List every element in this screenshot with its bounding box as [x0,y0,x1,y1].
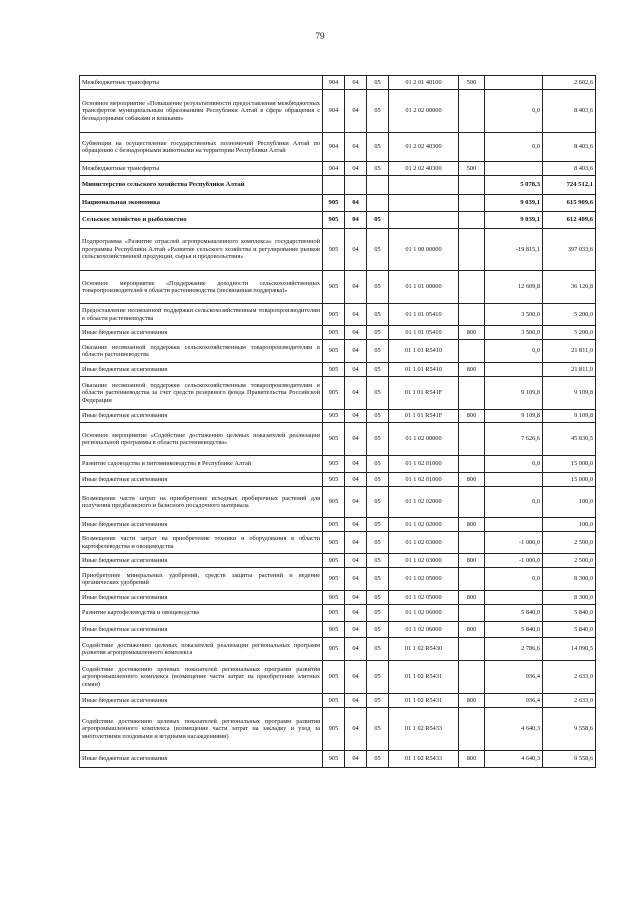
row-target-article-cell: 01 2 02 00000 [389,90,459,133]
row-target-article-cell: 01 1 02 R5431 [389,661,459,694]
row-name-cell: Основное мероприятие «Повышение результативности предоставления межбюджетных трансфертов муниципальным образованиям Республики Алтай в сфере обращения с безнадзорными собаками и кошками» [80,90,323,133]
row-section-cell: 04 [345,638,367,661]
budget-table-body [80,76,596,768]
row-total-amount-cell: 2 633,0 [543,694,596,708]
row-change-amount-cell: 9 109,8 [485,410,543,423]
row-subsection-cell: 05 [367,473,389,487]
row-name-cell: Иные бюджетные ассигнования [80,363,323,377]
row-expense-type-cell: 800 [459,363,485,377]
row-section-cell: 04 [345,195,367,212]
row-expense-type-cell [459,377,485,410]
row-ministry-code-cell: 905 [323,423,345,456]
row-ministry-code-cell: 905 [323,568,345,591]
row-target-article-cell: 01 2 01 40100 [389,76,459,90]
row-expense-type-cell [459,638,485,661]
table-row [80,518,596,532]
row-subsection-cell: 05 [367,591,389,605]
row-expense-type-cell [459,340,485,363]
row-name-cell: Иные бюджетные ассигнования [80,591,323,605]
row-total-amount-cell: 2 500,0 [543,532,596,554]
table-row [80,76,596,90]
row-section-cell: 04 [345,518,367,532]
row-total-amount-cell: 14 090,5 [543,638,596,661]
row-target-article-cell: 01 1 02 R5430 [389,638,459,661]
row-total-amount-cell: 5 200,0 [543,326,596,340]
row-expense-type-cell: 800 [459,694,485,708]
row-target-article-cell: 01 1 01 R541F [389,410,459,423]
row-expense-type-cell: 800 [459,751,485,768]
row-ministry-code-cell: 905 [323,554,345,568]
row-ministry-code-cell: 904 [323,76,345,90]
row-target-article-cell: 01 1 02 06000 [389,605,459,622]
row-subsection-cell: 05 [367,326,389,340]
row-expense-type-cell: 500 [459,76,485,90]
table-row [80,622,596,638]
row-ministry-code-cell: 905 [323,532,345,554]
row-target-article-cell: 01 1 02 00000 [389,423,459,456]
row-total-amount-cell: 5 840,0 [543,622,596,638]
row-target-article-cell: 01 1 02 03000 [389,532,459,554]
row-name-cell: Основное мероприятие «Поддержание доходности сельскохозяйственных товаропроизводителей в области растениеводства (несвязанная поддержка)» [80,271,323,304]
row-target-article-cell: 01 2 02 40300 [389,133,459,162]
row-total-amount-cell: 615 909,6 [543,195,596,212]
row-name-cell: Развитие садоводства и питомниководства в Республике Алтай [80,456,323,473]
row-name-cell: Приобретение минеральных удобрений, средств защиты растений и ведение органических удобрений [80,568,323,591]
row-section-cell: 04 [345,708,367,751]
row-subsection-cell: 05 [367,708,389,751]
row-section-cell: 04 [345,532,367,554]
row-change-amount-cell: 7 626,6 [485,423,543,456]
row-expense-type-cell [459,605,485,622]
row-change-amount-cell: -1 000,0 [485,532,543,554]
row-expense-type-cell [459,133,485,162]
row-subsection-cell: 05 [367,694,389,708]
row-expense-type-cell: 800 [459,410,485,423]
row-target-article-cell: 01 1 02 05000 [389,568,459,591]
row-change-amount-cell: 936,4 [485,661,543,694]
row-change-amount-cell [485,591,543,605]
table-row [80,363,596,377]
row-ministry-code-cell: 904 [323,133,345,162]
row-ministry-code-cell: 905 [323,708,345,751]
row-section-cell: 04 [345,751,367,768]
row-subsection-cell: 05 [367,518,389,532]
row-change-amount-cell [485,518,543,532]
row-ministry-code-cell: 905 [323,518,345,532]
row-section-cell: 04 [345,363,367,377]
row-ministry-code-cell: 905 [323,473,345,487]
row-change-amount-cell: 0,0 [485,340,543,363]
row-ministry-code-cell: 905 [323,195,345,212]
row-name-cell: Содействие достижению целевых показателей реализации региональных программ развития агропромышленного комплекса [80,638,323,661]
row-ministry-code-cell: 905 [323,304,345,326]
row-change-amount-cell: 0,0 [485,133,543,162]
row-change-amount-cell: 9 109,8 [485,377,543,410]
row-name-cell: Межбюджетные трансферты [80,162,323,176]
table-row [80,473,596,487]
row-change-amount-cell: 0,0 [485,487,543,518]
row-expense-type-cell [459,176,485,195]
row-ministry-code-cell: 905 [323,661,345,694]
row-target-article-cell: 01 1 02 R5431 [389,694,459,708]
row-section-cell: 04 [345,90,367,133]
row-section-cell: 04 [345,473,367,487]
row-target-article-cell: 01 1 01 05410 [389,326,459,340]
row-name-cell: Оказание несвязанной поддержки сельскохозяйственным товаропроизводителям в области растениеводства [80,340,323,363]
row-section-cell: 04 [345,456,367,473]
row-name-cell: Иные бюджетные ассигнования [80,473,323,487]
row-total-amount-cell: 5 840,0 [543,605,596,622]
row-name-cell: Подпрограмма «Развитие отраслей агропромышленного комплекса» государственной программы Республики Алтай «Развитие сельского хозяйства и регулирование рынков сельскохозяйственной продукции, сырья и продовольствия» [80,229,323,271]
row-name-cell: Предоставление несвязанной поддержки сельскохозяйственным товаропроизводителям в области растениеводства [80,304,323,326]
row-name-cell: Содействие достижению целевых показателей региональных программ развития агропромышленного комплекса (возмещение части затрат на приобретение элитных семян) [80,661,323,694]
row-ministry-code-cell: 905 [323,212,345,229]
row-target-article-cell: 01 1 02 R5433 [389,751,459,768]
row-name-cell: Министерство сельского хозяйства Республики Алтай [80,176,323,195]
table-row [80,326,596,340]
row-expense-type-cell [459,271,485,304]
row-ministry-code-cell: 905 [323,271,345,304]
row-ministry-code-cell: 905 [323,487,345,518]
row-subsection-cell: 05 [367,162,389,176]
row-target-article-cell: 01 1 02 02000 [389,518,459,532]
table-row [80,229,596,271]
row-expense-type-cell [459,423,485,456]
table-row [80,133,596,162]
page-number: 79 [315,31,325,41]
row-target-article-cell: 01 1 02 01000 [389,473,459,487]
table-row [80,271,596,304]
row-section-cell: 04 [345,326,367,340]
row-name-cell: Сельское хозяйство и рыболовство [80,212,323,229]
row-subsection-cell: 05 [367,622,389,638]
row-expense-type-cell [459,212,485,229]
table-row [80,340,596,363]
row-section-cell: 04 [345,76,367,90]
row-target-article-cell: 01 1 01 00000 [389,271,459,304]
row-subsection-cell [367,176,389,195]
row-expense-type-cell [459,487,485,518]
row-section-cell [345,176,367,195]
row-change-amount-cell: 9 039,1 [485,212,543,229]
row-expense-type-cell: 800 [459,518,485,532]
row-total-amount-cell: 9 558,6 [543,708,596,751]
row-subsection-cell: 05 [367,363,389,377]
row-change-amount-cell: 5 078,3 [485,176,543,195]
row-ministry-code-cell: 905 [323,340,345,363]
row-subsection-cell: 05 [367,423,389,456]
row-subsection-cell: 05 [367,90,389,133]
row-total-amount-cell: 8 403,6 [543,162,596,176]
row-section-cell: 04 [345,212,367,229]
row-change-amount-cell: -1 000,0 [485,554,543,568]
row-name-cell: Возмещение части затрат на приобретение техники и оборудования в области картофелеводства и овощеводства [80,532,323,554]
row-expense-type-cell [459,708,485,751]
row-change-amount-cell: 0,0 [485,568,543,591]
row-change-amount-cell: 936,4 [485,694,543,708]
row-change-amount-cell [485,363,543,377]
row-total-amount-cell: 397 033,6 [543,229,596,271]
table-row [80,605,596,622]
row-name-cell: Субвенции на осуществление государственных полномочий Республики Алтай по обращению с безнадзорными животными на территории Республики Алтай [80,133,323,162]
table-row [80,554,596,568]
row-name-cell: Оказание несвязанной поддержки сельскохозяйственным товаропроизводителям в области растениеводства за счет средств резервного фонда Правительства Российской Федерации [80,377,323,410]
row-ministry-code-cell: 905 [323,622,345,638]
row-name-cell: Иные бюджетные ассигнования [80,326,323,340]
row-section-cell: 04 [345,229,367,271]
row-target-article-cell [389,176,459,195]
row-target-article-cell: 01 1 01 R5410 [389,363,459,377]
row-ministry-code-cell: 905 [323,229,345,271]
table-row [80,638,596,661]
row-section-cell: 04 [345,340,367,363]
row-change-amount-cell: 0,0 [485,456,543,473]
table-row [80,90,596,133]
row-expense-type-cell [459,456,485,473]
row-target-article-cell: 01 1 02 06000 [389,622,459,638]
row-section-cell: 04 [345,271,367,304]
row-name-cell: Иные бюджетные ассигнования [80,554,323,568]
row-ministry-code-cell: 905 [323,751,345,768]
row-total-amount-cell: 612 409,6 [543,212,596,229]
row-total-amount-cell: 45 830,5 [543,423,596,456]
row-subsection-cell: 05 [367,340,389,363]
row-change-amount-cell: 9 039,1 [485,195,543,212]
row-target-article-cell: 01 1 00 00000 [389,229,459,271]
row-expense-type-cell: 500 [459,162,485,176]
table-row [80,694,596,708]
row-subsection-cell: 05 [367,377,389,410]
row-total-amount-cell: 2 500,0 [543,554,596,568]
row-total-amount-cell: 5 200,0 [543,304,596,326]
row-ministry-code-cell: 905 [323,377,345,410]
row-subsection-cell: 05 [367,212,389,229]
row-total-amount-cell: 9 558,6 [543,751,596,768]
row-name-cell: Иные бюджетные ассигнования [80,751,323,768]
row-expense-type-cell [459,304,485,326]
row-subsection-cell: 05 [367,661,389,694]
row-total-amount-cell: 8 403,6 [543,133,596,162]
row-subsection-cell: 05 [367,229,389,271]
row-target-article-cell: 01 1 02 05000 [389,591,459,605]
table-row [80,591,596,605]
row-ministry-code-cell: 905 [323,605,345,622]
row-subsection-cell: 05 [367,76,389,90]
row-section-cell: 04 [345,568,367,591]
row-total-amount-cell: 36 120,8 [543,271,596,304]
row-name-cell: Иные бюджетные ассигнования [80,518,323,532]
table-row [80,176,596,195]
table-row [80,456,596,473]
row-ministry-code-cell: 905 [323,410,345,423]
table-row [80,410,596,423]
table-row [80,162,596,176]
row-change-amount-cell: 5 840,0 [485,622,543,638]
row-change-amount-cell: 2 786,6 [485,638,543,661]
row-ministry-code-cell: 905 [323,694,345,708]
table-row [80,377,596,410]
row-change-amount-cell: 4 640,3 [485,751,543,768]
row-section-cell: 04 [345,423,367,456]
row-ministry-code-cell [323,176,345,195]
row-section-cell: 04 [345,410,367,423]
row-target-article-cell [389,195,459,212]
table-row [80,195,596,212]
row-section-cell: 04 [345,591,367,605]
row-ministry-code-cell: 904 [323,90,345,133]
row-expense-type-cell: 800 [459,473,485,487]
row-expense-type-cell [459,661,485,694]
row-total-amount-cell: 724 512,1 [543,176,596,195]
row-section-cell: 04 [345,622,367,638]
row-section-cell: 04 [345,694,367,708]
row-ministry-code-cell: 905 [323,456,345,473]
row-section-cell: 04 [345,605,367,622]
table-row [80,304,596,326]
row-total-amount-cell: 100,0 [543,518,596,532]
table-row [80,532,596,554]
row-total-amount-cell: 21 811,0 [543,363,596,377]
row-subsection-cell: 05 [367,271,389,304]
row-total-amount-cell: 8 300,0 [543,568,596,591]
row-ministry-code-cell: 904 [323,162,345,176]
row-subsection-cell: 05 [367,410,389,423]
row-section-cell: 04 [345,162,367,176]
row-total-amount-cell: 15 000,0 [543,456,596,473]
row-subsection-cell: 05 [367,456,389,473]
table-row [80,568,596,591]
table-row [80,487,596,518]
row-subsection-cell: 05 [367,133,389,162]
row-section-cell: 04 [345,133,367,162]
row-expense-type-cell [459,568,485,591]
row-change-amount-cell: 3 500,0 [485,304,543,326]
row-subsection-cell: 05 [367,554,389,568]
row-change-amount-cell: 3 500,0 [485,326,543,340]
row-name-cell: Иные бюджетные ассигнования [80,622,323,638]
row-change-amount-cell: 5 840,0 [485,605,543,622]
row-name-cell: Содействие достижению целевых показателей региональных программ развития агропромышленного комплекса (возмещение части затрат на закладку и уход за многолетними плодовыми и ягодными насаждениями) [80,708,323,751]
row-target-article-cell: 01 1 02 03000 [389,554,459,568]
table-row [80,212,596,229]
row-ministry-code-cell: 905 [323,591,345,605]
row-expense-type-cell: 800 [459,326,485,340]
row-target-article-cell: 01 1 02 02000 [389,487,459,518]
row-expense-type-cell [459,90,485,133]
row-total-amount-cell: 2 602,6 [543,76,596,90]
row-change-amount-cell: 0,0 [485,90,543,133]
row-section-cell: 04 [345,554,367,568]
row-change-amount-cell [485,473,543,487]
row-subsection-cell: 05 [367,304,389,326]
row-total-amount-cell: 9 109,8 [543,377,596,410]
row-subsection-cell: 05 [367,568,389,591]
row-target-article-cell: 01 1 01 R5410 [389,340,459,363]
row-section-cell: 04 [345,487,367,518]
row-total-amount-cell: 21 811,0 [543,340,596,363]
row-change-amount-cell: 4 640,3 [485,708,543,751]
row-name-cell: Иные бюджетные ассигнования [80,694,323,708]
row-name-cell: Развитие картофелеводства и овощеводства [80,605,323,622]
row-target-article-cell [389,212,459,229]
table-row [80,751,596,768]
row-section-cell: 04 [345,377,367,410]
row-section-cell: 04 [345,661,367,694]
row-target-article-cell: 01 1 02 01000 [389,456,459,473]
row-subsection-cell: 05 [367,638,389,661]
row-target-article-cell: 01 1 01 05410 [389,304,459,326]
row-expense-type-cell [459,195,485,212]
row-target-article-cell: 01 2 02 40300 [389,162,459,176]
row-expense-type-cell [459,229,485,271]
row-ministry-code-cell: 905 [323,326,345,340]
table-row [80,661,596,694]
row-target-article-cell: 01 1 02 R5433 [389,708,459,751]
row-expense-type-cell: 800 [459,622,485,638]
row-expense-type-cell: 800 [459,554,485,568]
row-change-amount-cell: -19 815,1 [485,229,543,271]
row-change-amount-cell [485,162,543,176]
row-total-amount-cell: 100,0 [543,487,596,518]
row-expense-type-cell [459,532,485,554]
row-change-amount-cell [485,76,543,90]
row-subsection-cell: 05 [367,487,389,518]
row-subsection-cell: 05 [367,532,389,554]
row-subsection-cell [367,195,389,212]
row-name-cell: Межбюджетные трансферты [80,76,323,90]
row-subsection-cell: 05 [367,751,389,768]
row-name-cell: Национальная экономика [80,195,323,212]
row-total-amount-cell: 8 300,0 [543,591,596,605]
row-expense-type-cell: 800 [459,591,485,605]
row-change-amount-cell: 12 609,8 [485,271,543,304]
table-row [80,423,596,456]
row-section-cell: 04 [345,304,367,326]
table-row [80,708,596,751]
row-total-amount-cell: 15 000,0 [543,473,596,487]
row-total-amount-cell: 8 403,6 [543,90,596,133]
budget-table [79,75,596,768]
row-total-amount-cell: 2 633,0 [543,661,596,694]
row-total-amount-cell: 9 109,8 [543,410,596,423]
row-target-article-cell: 01 1 01 R541F [389,377,459,410]
row-subsection-cell: 05 [367,605,389,622]
row-ministry-code-cell: 905 [323,363,345,377]
row-name-cell: Основное мероприятие «Содействие достижению целевых показателей реализации региональной программы в области растениеводства» [80,423,323,456]
row-name-cell: Иные бюджетные ассигнования [80,410,323,423]
row-name-cell: Возмещение части затрат на приобретение исходных пробирочных растений для получения предбазисного и базисного посадочного материала [80,487,323,518]
row-ministry-code-cell: 905 [323,638,345,661]
